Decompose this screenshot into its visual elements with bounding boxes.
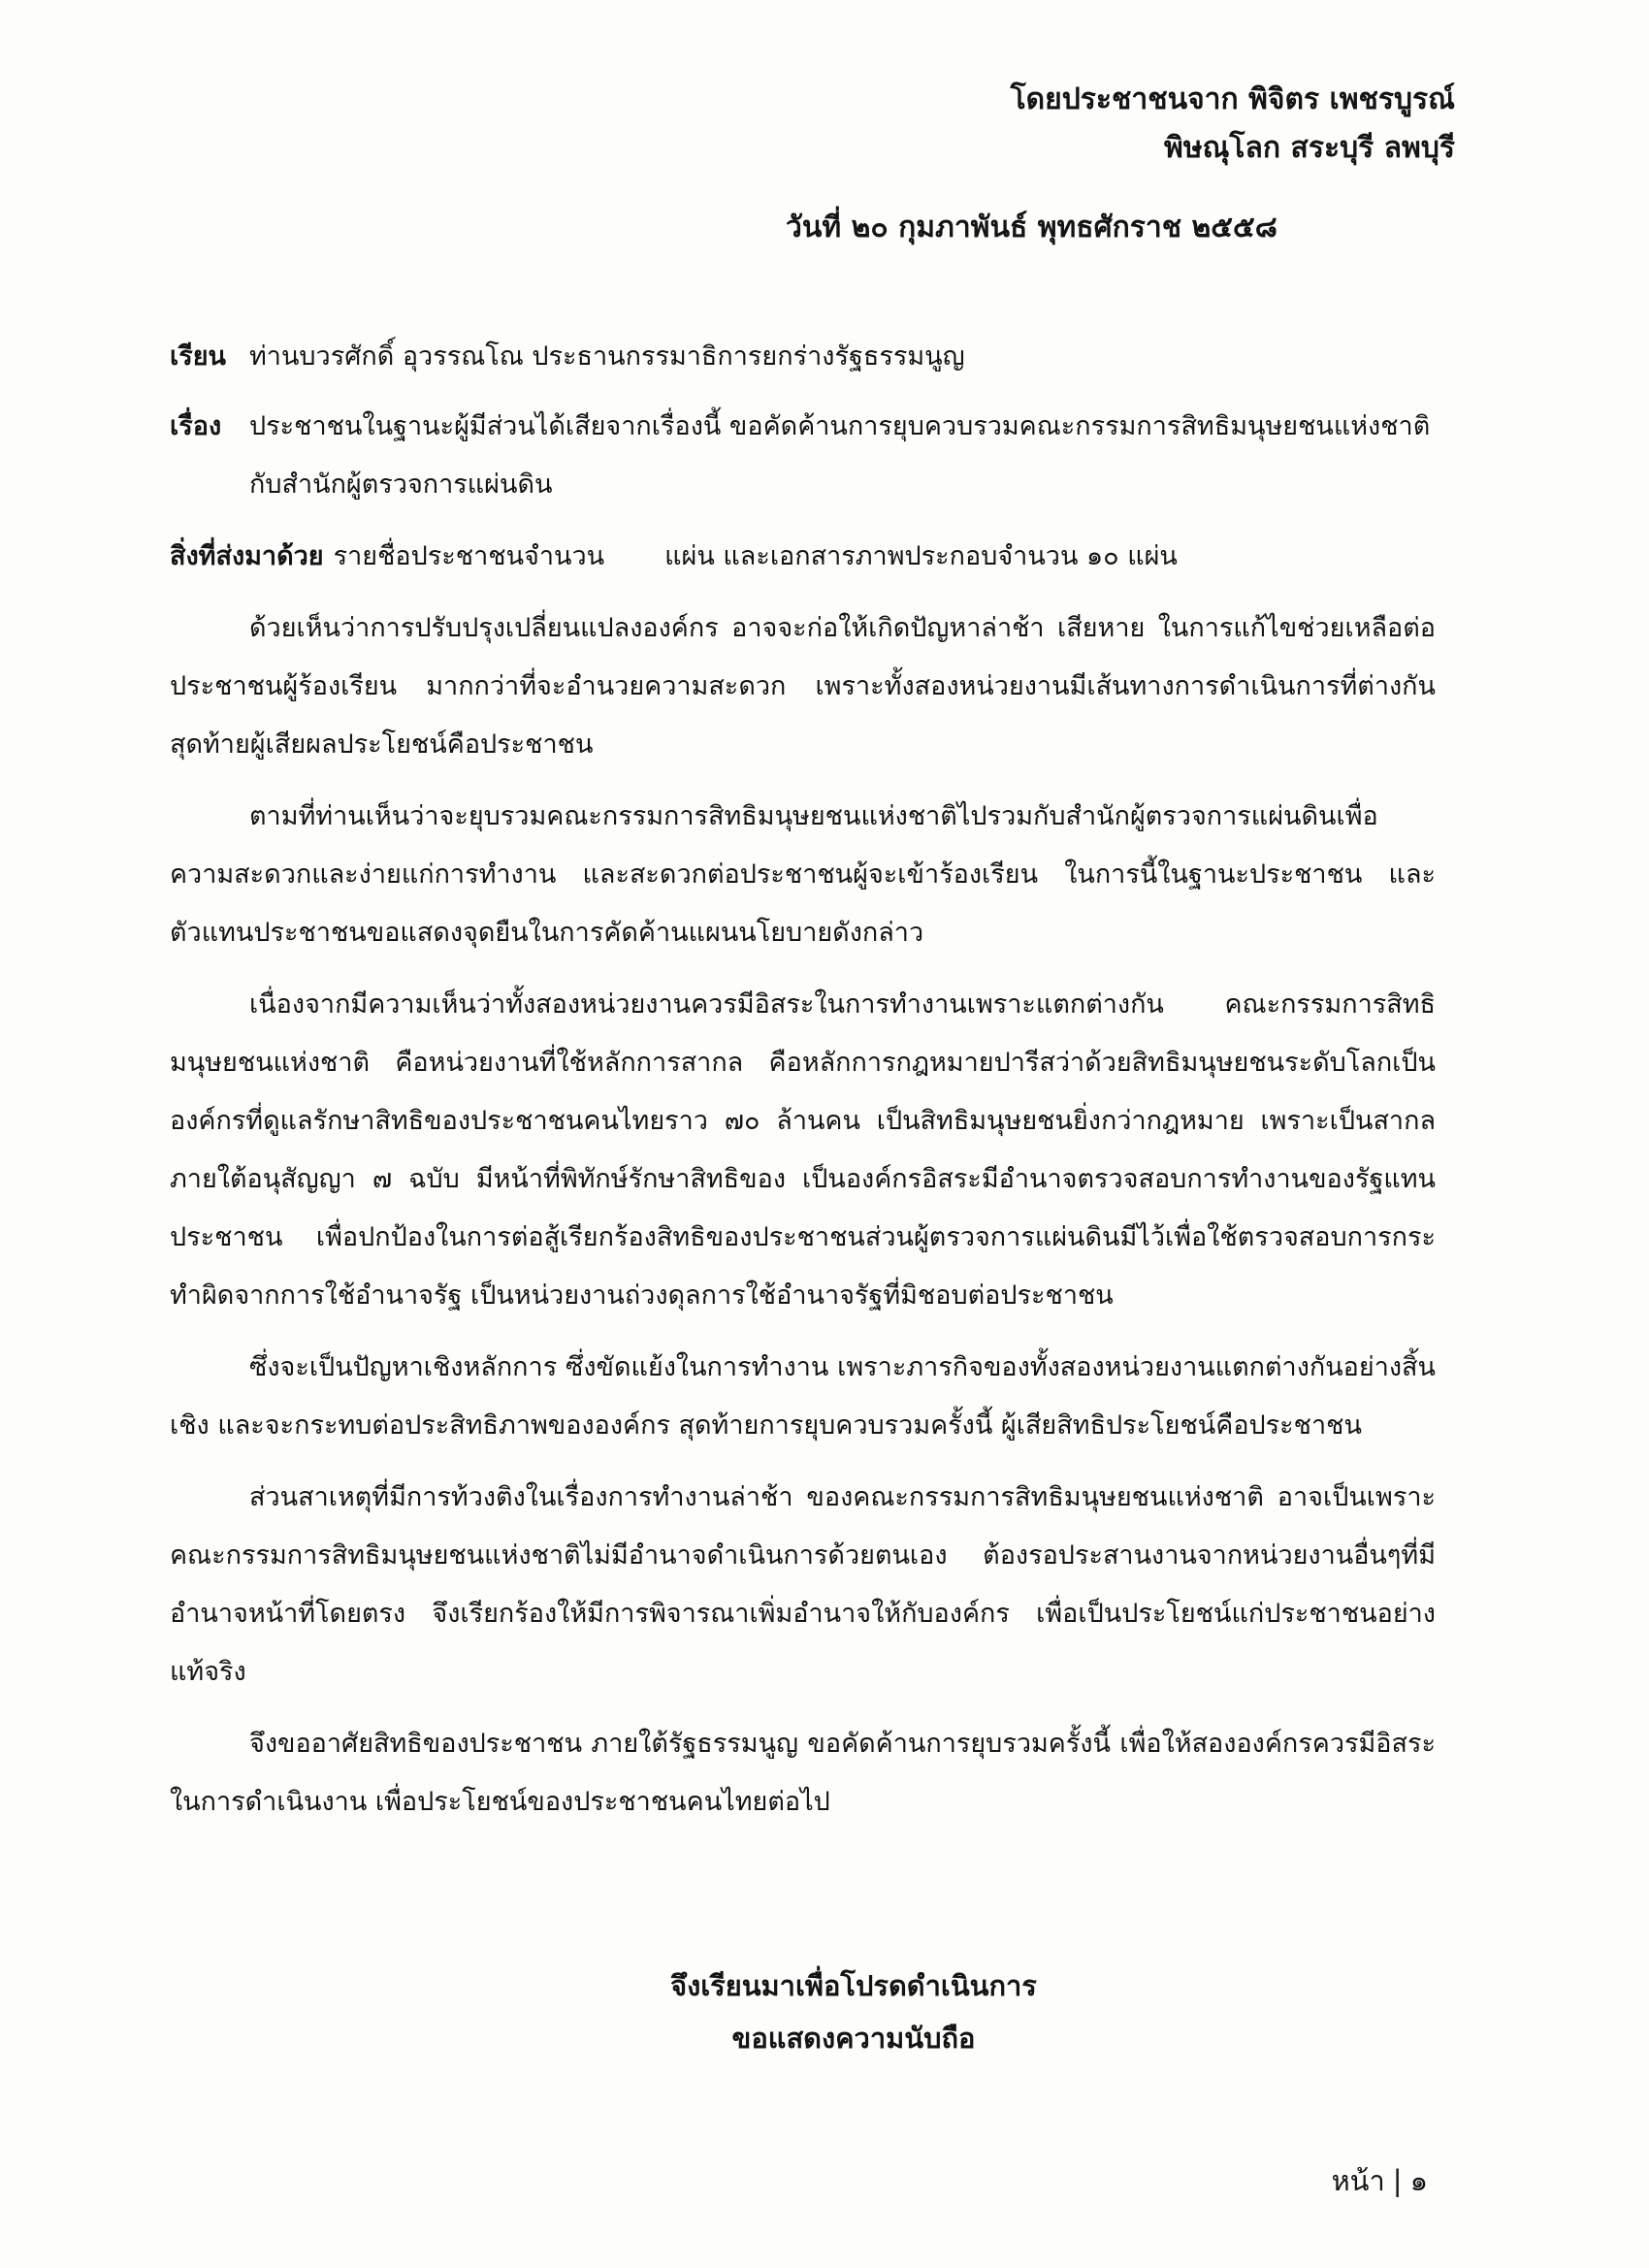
page-label: หน้า [1331, 2164, 1385, 2197]
sender-block [1011, 76, 1455, 173]
subject-value: ประชาชนในฐานะผู้มีส่วนได้เสียจากเรื่องนี้ ขอคัดค้านการยุบควบรวมคณะกรรมการสิทธิมนุษยชนแห่งชาติกับสำนักผู้ตรวจการแผ่นดิน [249, 411, 1431, 500]
recipient-value: ท่านบวรศักดิ์ อุวรรณโณ ประธานกรรมาธิการยกร่างรัฐธรรมนูญ [249, 341, 965, 372]
letter-date: วันที่ ๒๐ กุมภาพันธ์ พุทธศักราช ๒๕๕๘ [786, 211, 1277, 244]
paragraph-2: ตามที่ท่านเห็นว่าจะยุบรวมคณะกรรมการสิทธิมนุษยชนแห่งชาติไปรวมกับสำนักผู้ตรวจการแผ่นดินเพื่อความสะดวกและง่ายแก่การทำงาน และสะดวกต่อประชาชนผู้จะเข้าร้องเรียน ในการนี้ในฐานะประชาชน และตัวแทนประชาชนขอแสดงจุดยืนในการคัดค้านแผนนโยบายดังกล่าว [170, 801, 1436, 948]
page-separator: | [1392, 2164, 1403, 2197]
paragraph-6: จึงขออาศัยสิทธิของประชาชน ภายใต้รัฐธรรมนูญ ขอคัดค้านการยุบรวมครั้งนี้ เพื่อให้สององค์กรควรมีอิสระในการดำเนินงาน เพื่อประโยชน์ของประชาชนคนไทยต่อไป [170, 1729, 1436, 1817]
recipient-row [170, 328, 1436, 386]
enclosure-label: สิ่งที่ส่งมาด้วย [170, 541, 324, 571]
closing-line-2: ขอแสดงความนับถือ [731, 2022, 976, 2055]
page-footer [1332, 2161, 1428, 2200]
enclosure-value-part-2: แผ่น และเอกสารภาพประกอบจำนวน ๑๐ แผ่น [664, 541, 1178, 571]
sender-line-1: โดยประชาชนจาก พิจิตร เพชรบูรณ์ [1010, 82, 1455, 116]
page-number: ๑ [1409, 2164, 1428, 2197]
paragraph-1: ด้วยเห็นว่าการปรับปรุงเปลี่ยนแปลงองค์กร อาจจะก่อให้เกิดปัญหาล่าช้า เสียหาย ในการแก้ไขช่วยเหลือต่อประชาชนผู้ร้องเรียน มากกว่าที่จะอำนวยความสะดวก เพราะทั้งสองหน่วยงานมีเส้นทางการดำเนินการที่ต่างกัน สุดท้ายผู้เสียผลประโยชน์คือประชาชน [170, 613, 1436, 760]
paragraph-4: ซึ่งจะเป็นปัญหาเชิงหลักการ ซึ่งขัดแย้งในการทำงาน เพราะภารกิจของทั้งสองหน่วยงานแตกต่างกันอย่างสิ้นเชิง และจะกระทบต่อประสิทธิภาพขององค์กร สุดท้ายการยุบควบรวมครั้งนี้ ผู้เสียสิทธิประโยชน์คือประชาชน [170, 1352, 1436, 1441]
closing-block [0, 1960, 1649, 2064]
letter-body [170, 328, 1436, 1831]
closing-line-1: จึงเรียนมาเพื่อโปรดดำเนินการ [670, 1969, 1037, 2002]
subject-row [170, 398, 1436, 514]
paragraph-3: เนื่องจากมีความเห็นว่าทั้งสองหน่วยงานควรมีอิสระในการทำงานเพราะแตกต่างกัน คณะกรรมการสิทธิมนุษยชนแห่งชาติ คือหน่วยงานที่ใช้หลักการสากล คือหลักการกฎหมายปารีสว่าด้วยสิทธิมนุษยชนระดับโลกเป็นองค์กรที่ดูแลรักษาสิทธิของประชาชนคนไทยราว ๗๐ ล้านคน เป็นสิทธิมนุษยชนยิ่งกว่ากฎหมาย เพราะเป็นสากลภายใต้อนุสัญญา ๗ ฉบับ มีหน้าที่พิทักษ์รักษาสิทธิของ เป็นองค์กรอิสระมีอำนาจตรวจสอบการทำงานของรัฐแทนประชาชน เพื่อปกป้องในการต่อสู้เรียกร้องสิทธิของประชาชนส่วนผู้ตรวจการแผ่นดินมีไว้เพื่อใช้ตรวจสอบการกระทำผิดจากการใช้อำนาจรัฐ เป็นหน่วยงานถ่วงดุลการใช้อำนาจรัฐที่มิชอบต่อประชาชน [170, 989, 1436, 1311]
recipient-label: เรียน [170, 341, 227, 372]
subject-label: เรื่อง [170, 411, 222, 441]
enclosure-value-part-1: รายชื่อประชาชนจำนวน [333, 541, 605, 571]
paragraph-5: ส่วนสาเหตุที่มีการท้วงติงในเรื่องการทำงานล่าช้า ของคณะกรรมการสิทธิมนุษยชนแห่งชาติ อาจเป็นเพราะคณะกรรมการสิทธิมนุษยชนแห่งชาติไม่มีอำนาจดำเนินการด้วยตนเอง ต้องรอประสานงานจากหน่วยงานอื่นๆที่มีอำนาจหน้าที่โดยตรง จึงเรียกร้องให้มีการพิจารณาเพิ่มอำนาจให้กับองค์กร เพื่อเป็นประโยชน์แก่ประชาชนอย่างแท้จริง [170, 1482, 1436, 1687]
enclosure-value [334, 528, 1436, 586]
enclosure-row [170, 528, 1436, 586]
sender-line-2: พิษณุโลก สระบุรี ลพบุรี [1164, 131, 1455, 165]
